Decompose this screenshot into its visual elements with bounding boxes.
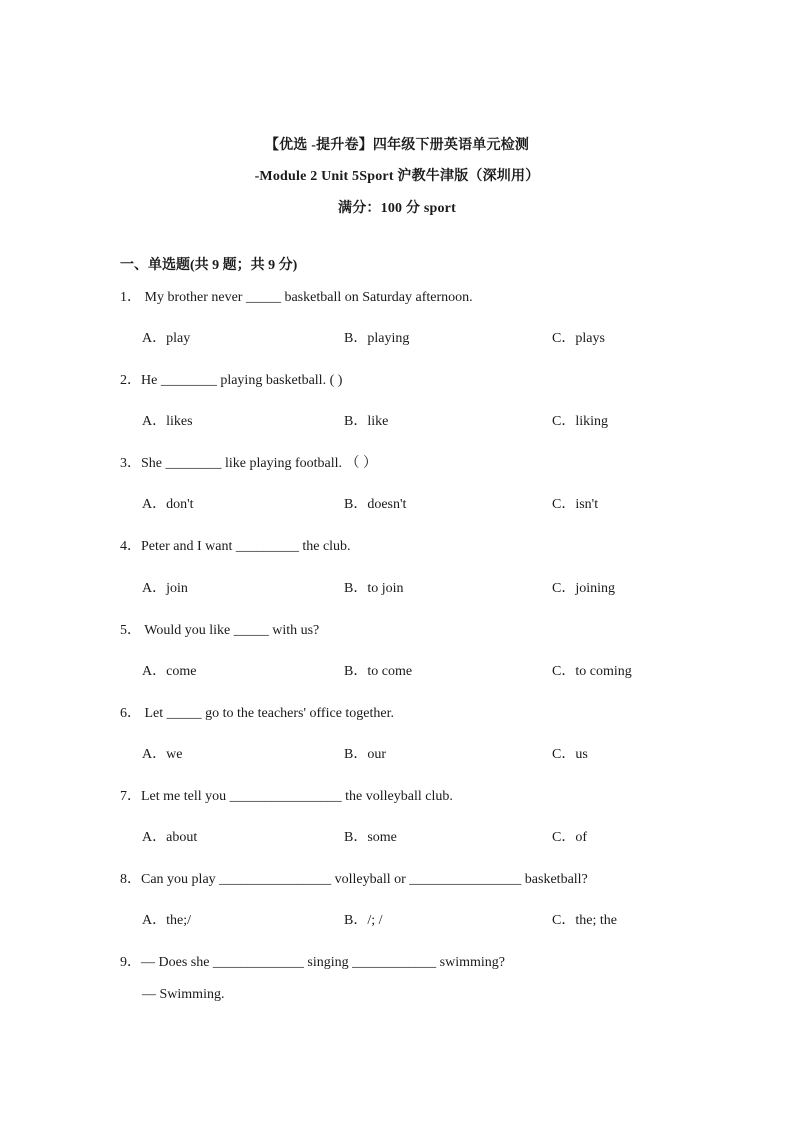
option-c: C．of (552, 830, 587, 845)
dialogue-answer: — Swimming. (142, 987, 225, 1002)
option-a: A．play (142, 331, 191, 346)
option-b: B．like (344, 414, 389, 429)
option-b: B．/; / (344, 913, 383, 928)
option-c: C．to coming (552, 664, 632, 679)
option-c: C．liking (552, 414, 609, 429)
question-stem: 6． Let _____ go to the teachers' office together. (120, 706, 395, 721)
option-a: A．come (142, 664, 197, 679)
option-a: A．likes (142, 414, 193, 429)
option-a: A．we (142, 747, 183, 762)
option-c: C．plays (552, 331, 605, 346)
option-b: B．playing (344, 331, 410, 346)
section-title: 一、单选题(共 9 题；共 9 分) (120, 258, 298, 273)
option-a: A．don't (142, 497, 194, 512)
document-subtitle: -Module 2 Unit 5Sport 沪教牛津版（深圳用） (254, 169, 540, 184)
option-c: C．joining (552, 581, 616, 596)
question-stem: 4．Peter and I want _________ the club. (120, 539, 351, 554)
full-score: 满分：100 分 sport (338, 201, 456, 216)
option-a: A．about (142, 830, 198, 845)
option-b: B．some (344, 830, 397, 845)
option-b: B．to join (344, 581, 404, 596)
question-stem: 8．Can you play ________________ volleyball or ________________ basketball? (120, 872, 588, 887)
option-b: B．our (344, 747, 386, 762)
document-title: 【优选 -提升卷】四年级下册英语单元检测 (264, 138, 530, 153)
question-stem: 2．He ________ playing basketball. ( ) (120, 373, 343, 388)
option-b: B．doesn't (344, 497, 407, 512)
question-stem: 3．She ________ like playing football. （ ） (120, 456, 378, 471)
option-c: C．the; the (552, 913, 617, 928)
question-stem: 1． My brother never _____ basketball on Saturday afternoon. (120, 290, 473, 305)
question-stem: 9．— Does she _____________ singing ____________ swimming? (120, 955, 505, 970)
question-stem: 5． Would you like _____ with us? (120, 623, 320, 638)
question-stem: 7．Let me tell you ________________ the volleyball club. (120, 789, 453, 804)
option-b: B．to come (344, 664, 413, 679)
option-c: C．isn't (552, 497, 599, 512)
option-a: A．join (142, 581, 188, 596)
option-a: A．the;/ (142, 913, 191, 928)
option-c: C．us (552, 747, 588, 762)
